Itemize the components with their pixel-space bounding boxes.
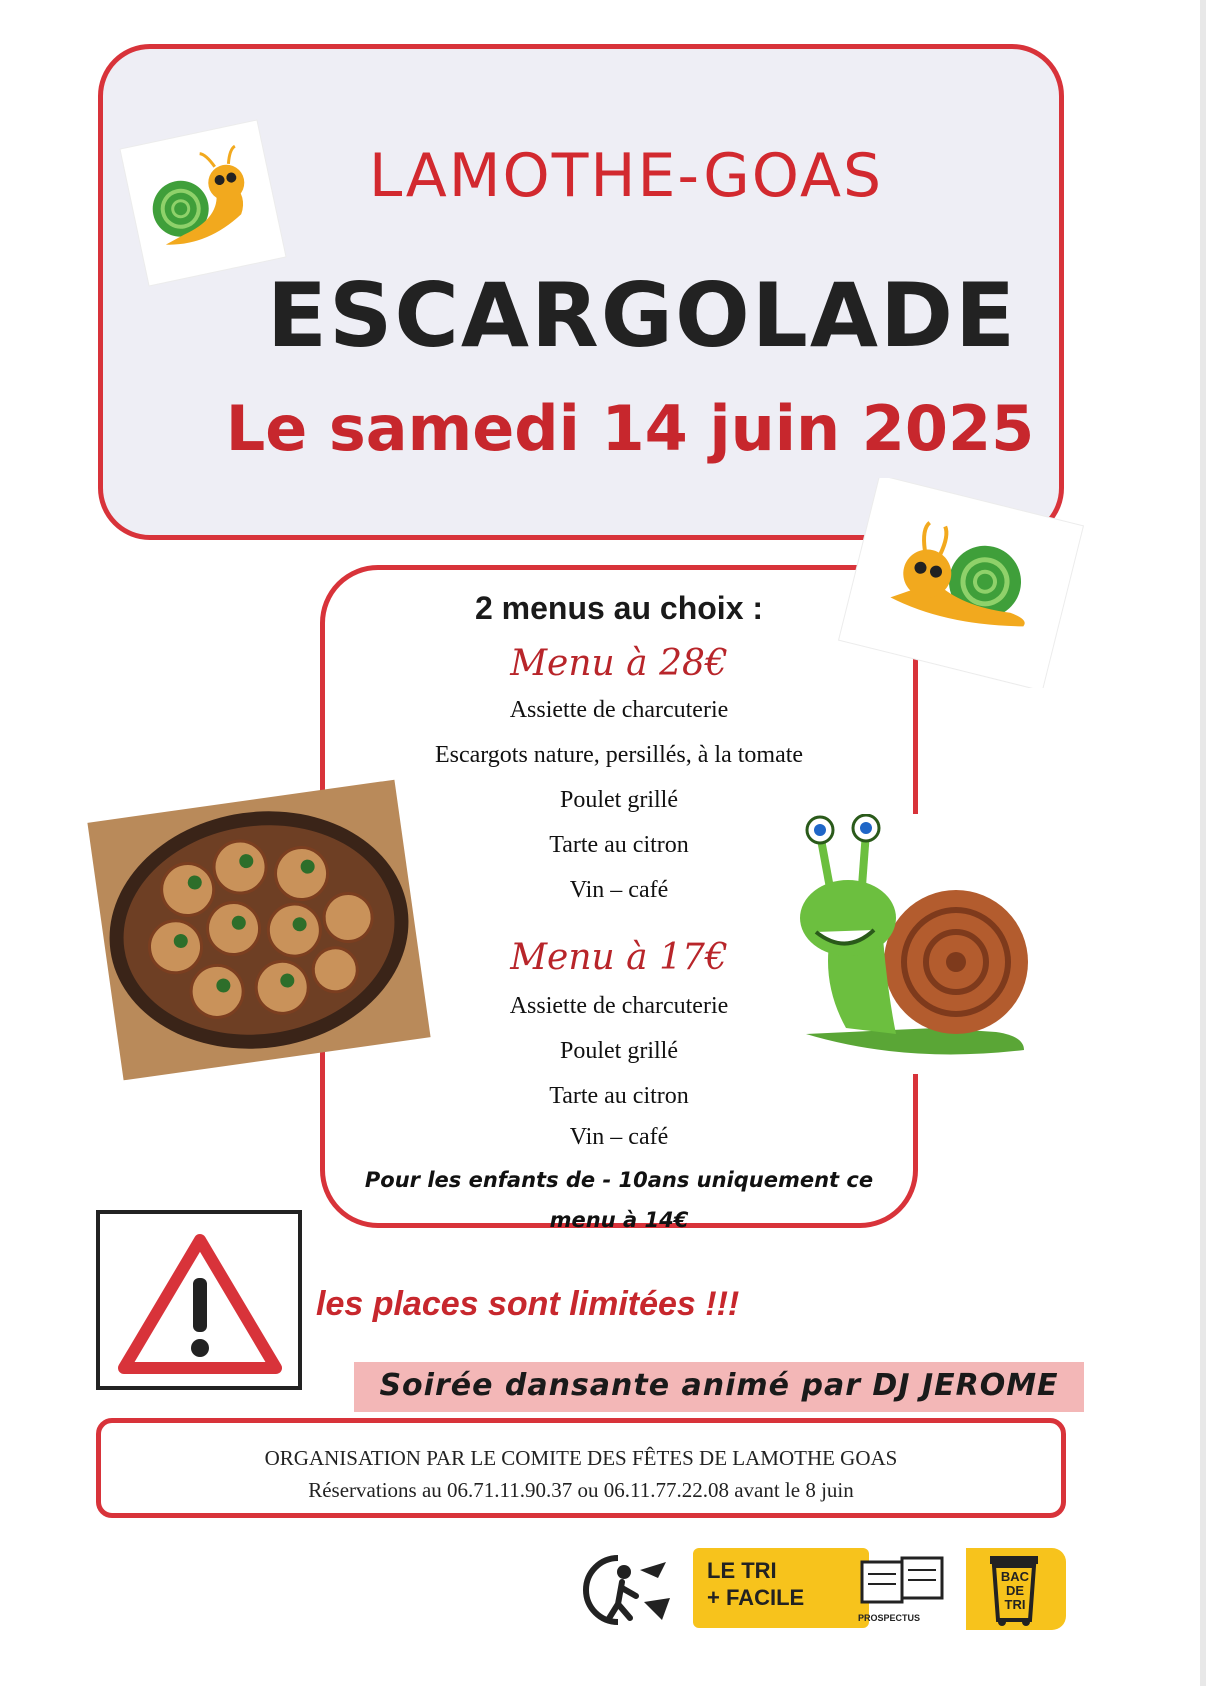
kids-menu-line: menu à 14€ [549, 1208, 689, 1232]
dj-announcement: Soirée dansante animé par DJ JEROME [379, 1368, 1059, 1403]
menu-28-item: Escargots nature, persillés, à la tomate [434, 742, 804, 768]
menu-17-item: Vin – café [569, 1124, 669, 1150]
recycling-triman-icon [578, 1548, 682, 1630]
organisation-line: ORGANISATION PAR LE COMITE DES FÊTES DE LAMOTHE GOAS [264, 1446, 898, 1470]
snail-sticker-top-icon [118, 118, 288, 288]
bac-label: TRI [1004, 1597, 1026, 1612]
menu-17-item: Tarte au citron [549, 1083, 689, 1109]
reservation-line: Réservations au 06.71.11.90.37 ou 06.11.77.22.08 avant le 8 juin [308, 1478, 854, 1502]
kids-menu-line: Pour les enfants de - 10ans uniquement ce [364, 1168, 874, 1192]
event-date: Le samedi 14 juin 2025 [225, 392, 1035, 465]
menu-28-item: Assiette de charcuterie [509, 697, 729, 723]
menu-intro: 2 menus au choix : [474, 590, 764, 626]
places-limited-warning: les places sont limitées !!! [316, 1285, 740, 1323]
town-title: LAMOTHE-GOAS [368, 141, 884, 211]
cartoon-snail-icon [786, 814, 1034, 1074]
bac-label: DE [1005, 1583, 1025, 1598]
tri-facile-line1: LE TRI [707, 1558, 777, 1583]
prospectus-label: PROSPECTUS [858, 1613, 921, 1623]
menu-17-item: Assiette de charcuterie [509, 993, 729, 1019]
menu-28-item: Vin – café [569, 877, 669, 903]
bac-label: BAC [1000, 1569, 1030, 1584]
escargots-photo [84, 770, 434, 1090]
menu-17-title: Menu à 17€ [510, 937, 728, 978]
menu-17-item: Poulet grillé [560, 1038, 678, 1064]
menu-28-item: Tarte au citron [549, 832, 689, 858]
prospectus-icon [856, 1552, 950, 1612]
snail-sticker-right-icon [836, 478, 1086, 688]
menu-28-item: Poulet grillé [560, 787, 678, 813]
event-title: ESCARGOLADE [266, 264, 1018, 367]
menu-28-title: Menu à 28€ [510, 643, 728, 684]
warning-triangle-icon [116, 1232, 284, 1376]
tri-facile-line2: + FACILE [707, 1585, 805, 1610]
page-edge [1200, 0, 1206, 1686]
